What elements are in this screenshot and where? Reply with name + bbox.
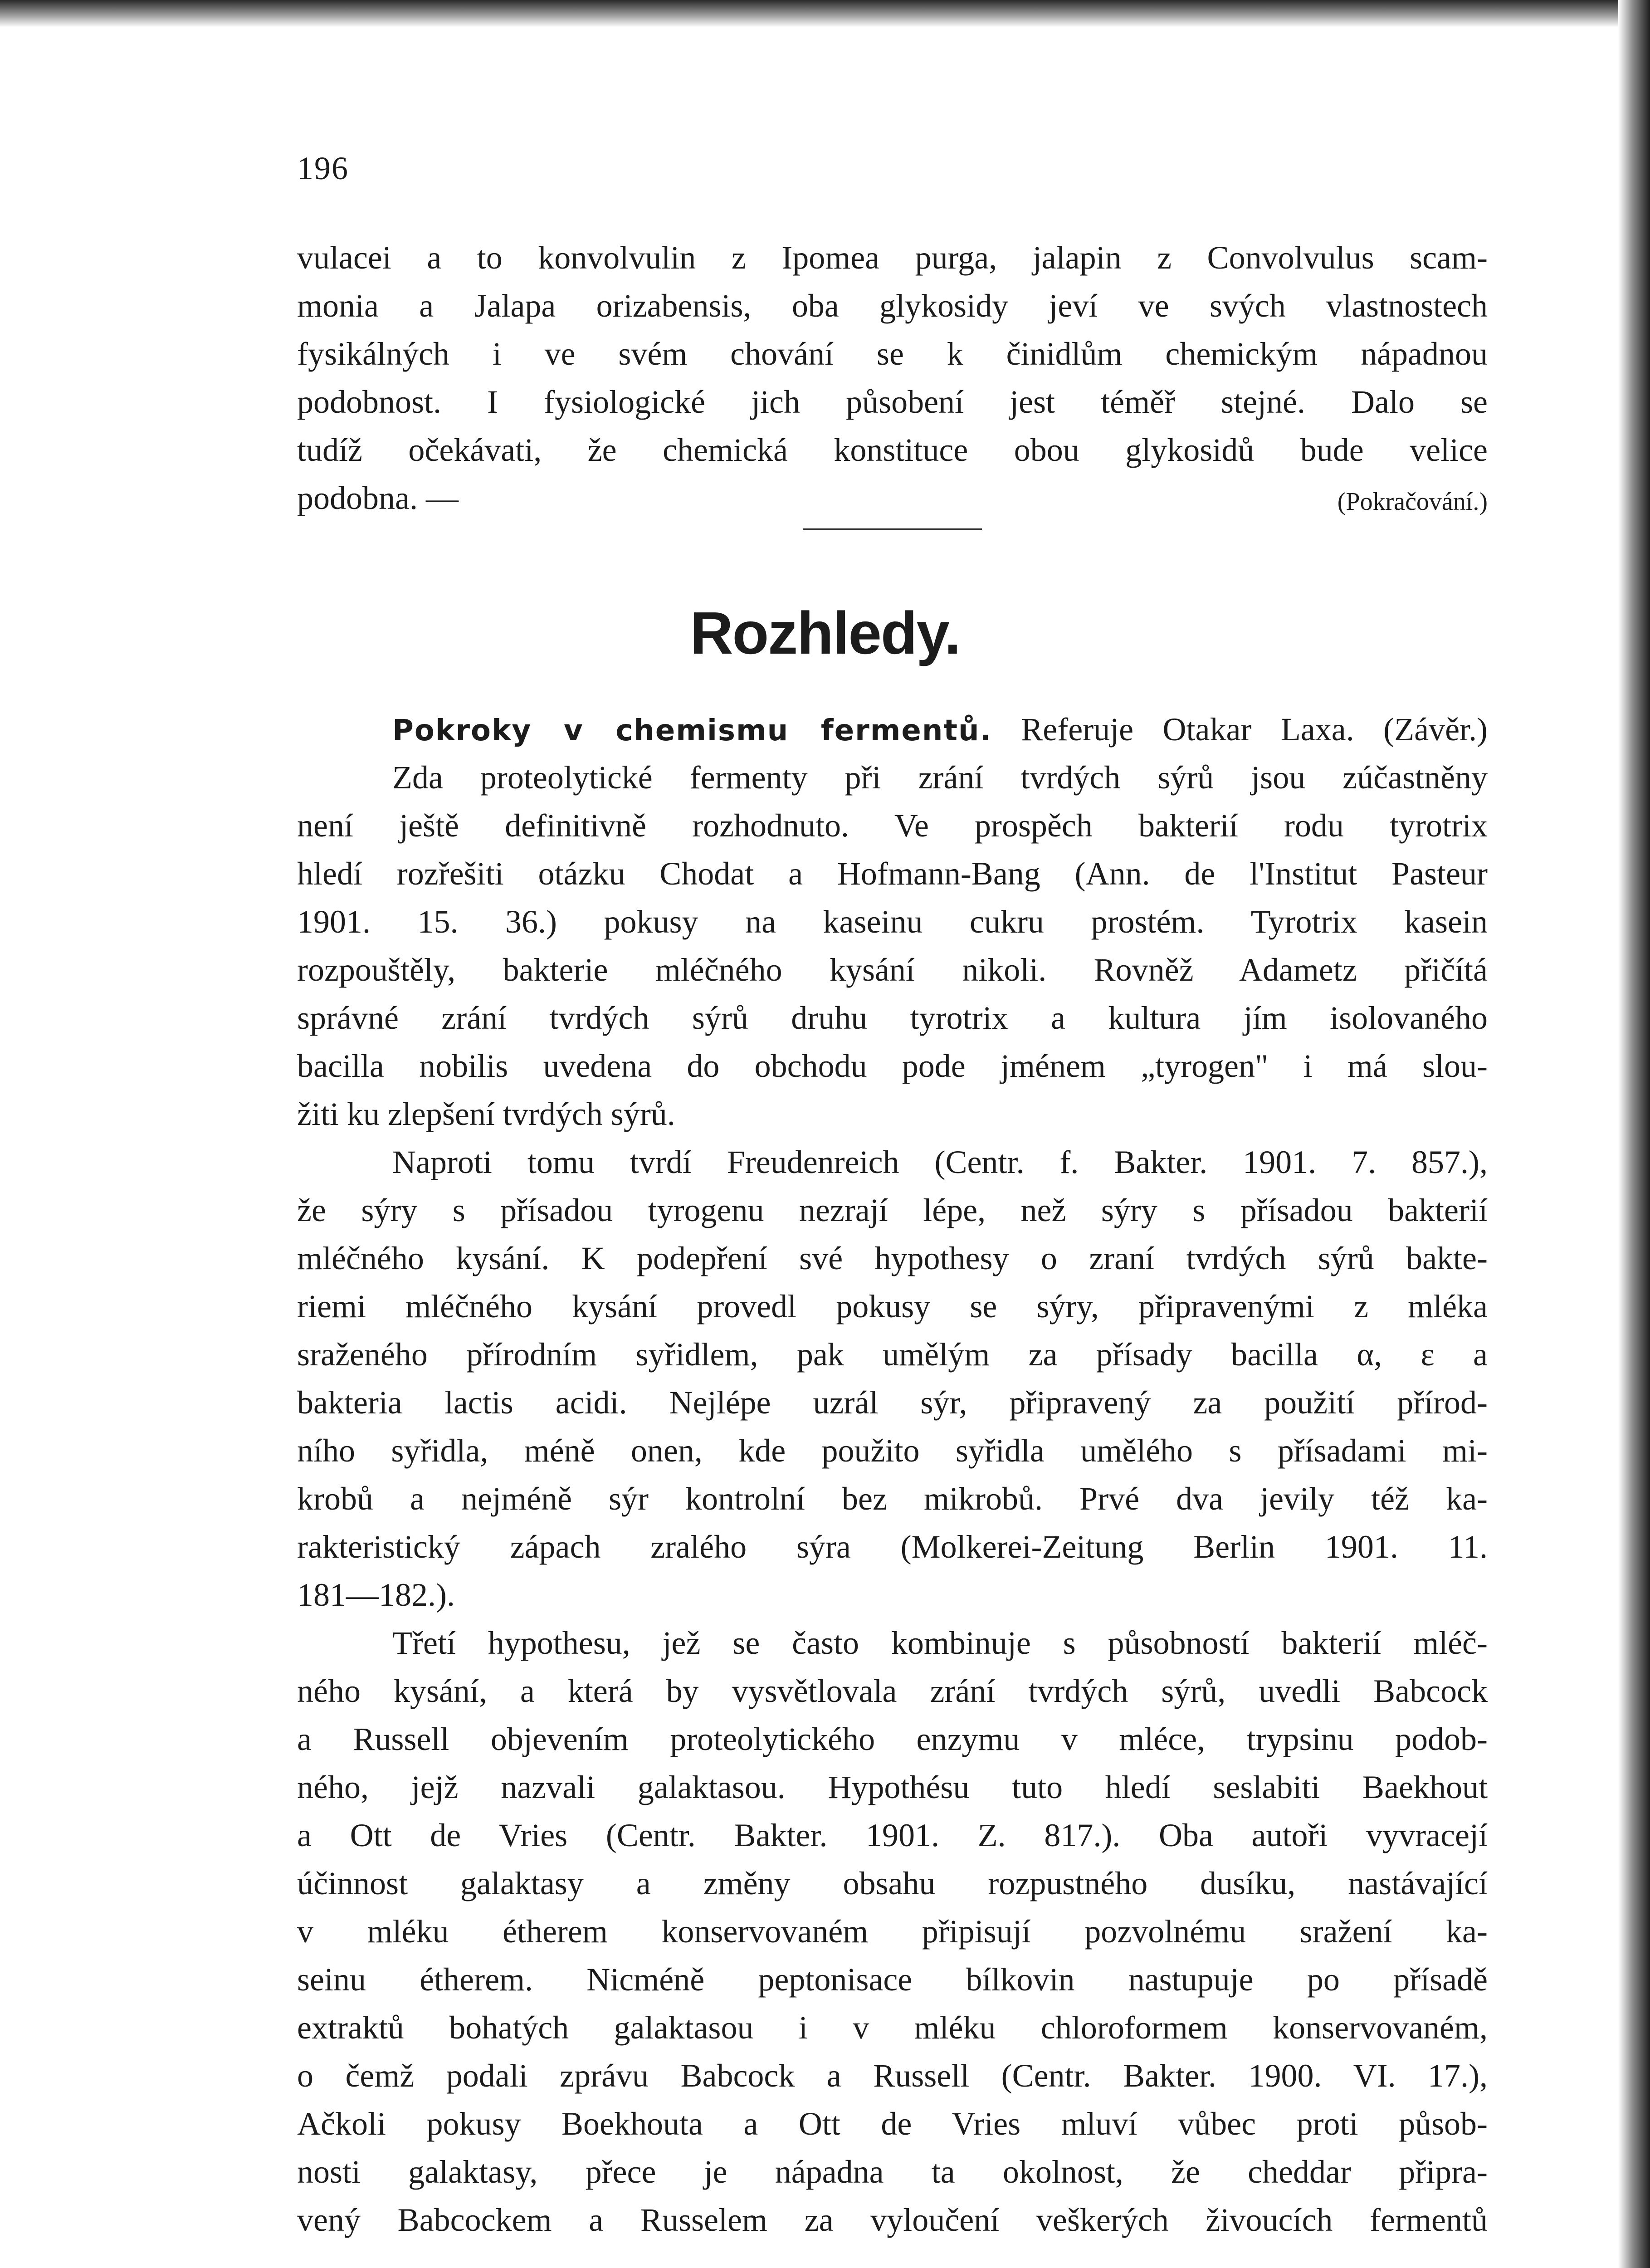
text-line: Ačkoli pokusy Boekhouta a Ott de Vries mluví vůbec proti působ-: [297, 2106, 1488, 2142]
text-line: správné zrání tvrdých sýrů druhu tyrotrix a kultura jím isolovaného: [297, 1000, 1488, 1036]
text-line: není ještě definitivně rozhodnuto. Ve prospěch bakterií rodu tyrotrix: [297, 807, 1488, 844]
text-line: účinnost galaktasy a změny obsahu rozpustného dusíku, nastávající: [297, 1865, 1488, 1901]
continuation-note: (Pokračování.): [1337, 488, 1488, 516]
text-line: [297, 474, 1488, 522]
article-title: Pokroky v chemismu fermentů.: [392, 714, 992, 748]
article-body: [297, 705, 1488, 2244]
text-line: vený Babcockem a Russelem za vyloučení veškerých živoucích fermentů: [297, 2202, 1488, 2238]
text-line: a Ott de Vries (Centr. Bakter. 1901. Z. 817.). Oba autoři vyvracejí: [297, 1817, 1488, 1853]
text-line: bakteria lactis acidi. Nejlépe uzrál sýr, připravený za použití přírod-: [297, 1384, 1488, 1421]
text-line: v mléku étherem konservovaném připisují pozvolnému sražení ka-: [297, 1913, 1488, 1950]
text-line: monia a Jalapa orizabensis, oba glykosidy jeví ve svých vlastnostech: [297, 288, 1488, 324]
text-line: vulacei a to konvolvulin z Ipomea purga, jalapin z Convolvulus scam-: [297, 240, 1488, 276]
text-line: rozpouštěly, bakterie mléčného kysání nikoli. Rovněž Adametz přičítá: [297, 952, 1488, 988]
intro-paragraph: [297, 234, 1488, 522]
text-line: extraktů bohatých galaktasou i v mléku chloroformem konservovaném,: [297, 2009, 1488, 2046]
text-line: hledí rozřešiti otázku Chodat a Hofmann-Bang (Ann. de l'Institut Pasteur: [297, 855, 1488, 892]
text-line: tudíž očekávati, že chemická konstituce obou glykosidů bude velice: [297, 432, 1488, 468]
text-line: Zda proteolytické fermenty při zrání tvrdých sýrů jsou zúčastněny: [392, 759, 1488, 796]
text-line: bacilla nobilis uvedena do obchodu pode jménem „tyrogen" i má slou-: [297, 1048, 1488, 1084]
text-line: žiti ku zlepšení tvrdých sýrů.: [297, 1096, 675, 1132]
text-line: riemi mléčného kysání provedl pokusy se sýry, připravenými z mléka: [297, 1288, 1488, 1325]
text-line: Třetí hypothesu, jež se často kombinuje s působností bakterií mléč-: [392, 1625, 1488, 1661]
text-line: 181—182.).: [297, 1577, 455, 1613]
scan-edge-top: [0, 0, 1650, 27]
text-line: nosti galaktasy, přece je nápadna ta okolnost, že cheddar připra-: [297, 2154, 1488, 2190]
text-line: krobů a nejméně sýr kontrolní bez mikrobů. Prvé dva jevily též ka-: [297, 1481, 1488, 1517]
text-line: ného, jejž nazvali galaktasou. Hypothésu tuto hledí seslabiti Baekhout: [297, 1769, 1488, 1805]
text-line: že sýry s přísadou tyrogenu nezrají lépe, než sýry s přísadou bakterií: [297, 1192, 1488, 1228]
text-line: sraženého přírodním syřidlem, pak umělým za přísady bacilla α, ε a: [297, 1336, 1488, 1373]
text-line: ního syřidla, méně onen, kde použito syřidla umělého s přísadami mi-: [297, 1432, 1488, 1469]
scan-edge-right: [1618, 0, 1650, 2268]
text-line: o čemž podali zprávu Babcock a Russell (Centr. Bakter. 1900. VI. 17.),: [297, 2058, 1488, 2094]
text-line: podobnost. I fysiologické jich působení jest téměř stejné. Dalo se: [297, 384, 1488, 420]
text-line: a Russell objevením proteolytického enzymu v mléce, trypsinu podob-: [297, 1721, 1488, 1757]
article-byline: Referuje Otakar Laxa. (Závěr.): [1021, 711, 1488, 748]
page-number: 196: [297, 150, 349, 186]
section-divider: [803, 528, 982, 530]
article-heading-line: [297, 705, 1488, 753]
text-line: Naproti tomu tvrdí Freudenreich (Centr. f. Bakter. 1901. 7. 857.),: [392, 1144, 1488, 1180]
text-line: rakteristický zápach zralého sýra (Molkerei-Zeitung Berlin 1901. 11.: [297, 1529, 1488, 1565]
text-line: 1901. 15. 36.) pokusy na kaseinu cukru prostém. Tyrotrix kasein: [297, 904, 1488, 940]
section-title: Rozhledy.: [690, 600, 960, 666]
text-line: mléčného kysání. K podepření své hypothesy o zraní tvrdých sýrů bakte-: [297, 1240, 1488, 1276]
text-line: seinu étherem. Nicméně peptonisace bílkovin nastupuje po přísadě: [297, 1961, 1488, 1998]
text-line: ného kysání, a která by vysvětlovala zrání tvrdých sýrů, uvedli Babcock: [297, 1673, 1488, 1709]
text-line-end: podobna. —: [297, 480, 459, 516]
text-line: fysikálných i ve svém chování se k činidlům chemickým nápadnou: [297, 336, 1488, 372]
